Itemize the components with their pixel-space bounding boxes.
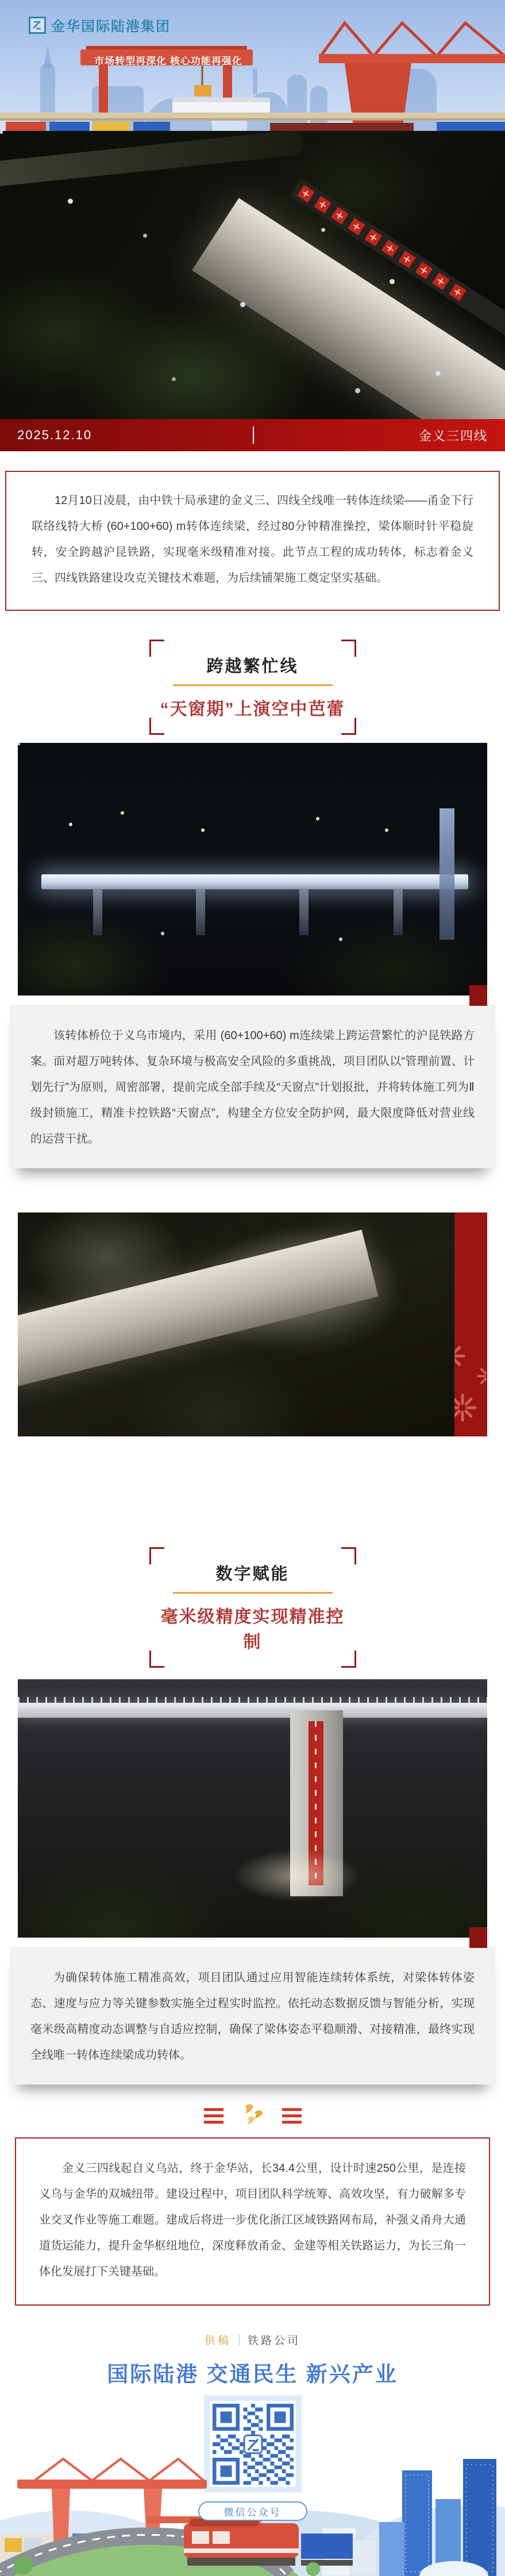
intro-section: [0, 451, 505, 640]
section2-body-block: [10, 1947, 495, 2085]
title-underline: [173, 684, 333, 686]
caption-line-name: 金义三四线: [418, 428, 488, 443]
bracket-icon: [341, 1651, 356, 1668]
landport-logo-icon: [29, 17, 46, 34]
bridge-pier: [299, 889, 309, 935]
night-viaduct-photo: [18, 743, 487, 995]
pier-banner-photo: [18, 1679, 487, 1938]
firework-decor-icon: [454, 1333, 487, 1431]
header-banner: [0, 0, 505, 131]
outro-paragraph: 金义三四线起自义乌站，终于金华站，长34.4公里，设计时速250公里，是连接义乌与金华的双城纽带。建设过程中，项目团队科学统筹、高效攻坚，有力破解多专业交叉作业等施工难题。建成后将进一步优化浙江区域铁路网布局，补强义甬舟大通道货运能力，提升金华枢纽地位，深度释放甬金、金建等相关铁路运力，为长三角一体化发展打下关键基础。: [39, 2162, 466, 2278]
section2-title-card: [149, 1547, 356, 1668]
gold-birds-icon: [234, 2103, 272, 2128]
construction-photo-row: [18, 1213, 487, 1436]
red-decor-band: [454, 1213, 487, 1436]
hero-photo: [0, 131, 505, 419]
bridge-pier: [196, 889, 205, 935]
brand-logo: [29, 15, 171, 35]
credit-row: [0, 2332, 505, 2348]
bracket-icon: [149, 640, 164, 657]
section1-photo-wrap: [0, 743, 505, 995]
photo-caption-bar: [0, 419, 505, 451]
worksite-lights: [0, 131, 3, 134]
city-lights: [18, 743, 20, 745]
red-accent-square: [469, 1927, 487, 1948]
footer-slogan: 国际陆港 交通民生 新兴产业: [107, 2362, 398, 2386]
floodlight-glow: [234, 1850, 360, 1901]
section1-paragraph: 该转体桥位于义乌市境内，采用 (60+100+60) m连续梁上跨运营繁忙的沪昆铁路方案。面对超万吨转体、复杂环境与极高安全风险的多重挑战，项目团队以“管理前置、计划先行”为原则，周密部署，提前完成全部手续及“天窗点”计划报批，并将转体施工列为Ⅱ级封锁施工，精准卡控铁路“天窗点”，构建全方位安全防护网，最大限度降低对营业线的运营干扰。: [30, 1029, 475, 1145]
bridge-pier: [93, 889, 102, 935]
section2-subtitle: 毫米级精度实现精准控制: [160, 1607, 345, 1652]
intro-paragraph: 12月10日凌晨，由中铁十局承建的金义三、四线全线唯一转体连续梁——甬金下行联络线特大桥 (60+100+60) m转体连续梁，经过80分钟精准操控，梁体顺时针平稳旋转，安全跨越沪昆铁路，实现毫米级精准对接。此节点工程的成功转体，标志着金义三、四线铁路建设攻克关键技术难题，为后续铺架施工奠定坚实基础。: [32, 494, 473, 584]
section2-paragraph: 为确保转体施工精准高效，项目团队通过应用智能连续转体系统，对梁体转体姿态、速度与应力等关键参数实施全过程实时监控。依托动态数据反馈与智能分析，实现毫米级高精度动态调整与自适应控制，确保了梁体姿态平稳顺滑、对接精准，最终实现全线唯一转体连续梁成功转体。: [30, 1971, 475, 2062]
lit-viaduct: [41, 874, 468, 889]
credit-divider: [239, 2334, 240, 2346]
bracket-icon: [149, 1651, 164, 1668]
intro-box: [5, 471, 500, 611]
section1-title: 跨越繁忙线: [206, 657, 299, 676]
credit-value: 铁路公司: [248, 2335, 301, 2347]
bridge-deck: [18, 1703, 487, 1718]
beam-closeup-photo: [18, 1213, 454, 1436]
section1-body-block: [10, 1005, 495, 1168]
outro-box: [15, 2137, 490, 2306]
section2-title: 数字赋能: [215, 1565, 290, 1583]
caption-divider: [253, 427, 254, 444]
red-accent-square: [469, 985, 487, 1006]
section2-photo-wrap: [0, 1679, 505, 1938]
wechat-account-pill: 微信公众号: [198, 2501, 307, 2521]
bracket-icon: [341, 1547, 356, 1564]
caption-date: 2025.12.10: [17, 428, 92, 442]
lit-road: [0, 131, 305, 188]
bridge-pier: [394, 889, 403, 935]
section1-title-card: [149, 640, 356, 735]
triple-bar-icon: [282, 2108, 302, 2124]
bridge-railing: [18, 1697, 487, 1703]
credit-label: 供稿: [204, 2335, 231, 2347]
bracket-icon: [149, 1547, 164, 1564]
bracket-icon: [341, 718, 356, 735]
ornament-divider: [0, 2102, 505, 2129]
brand-name: 金华国际陆港集团: [51, 19, 171, 34]
triple-bar-icon: [204, 2108, 223, 2124]
concrete-beam: [18, 1230, 379, 1389]
section1-subtitle: “天窗期”上演空中芭蕾: [160, 700, 345, 719]
lit-tower: [440, 808, 454, 940]
bracket-icon: [149, 718, 164, 735]
bracket-icon: [341, 640, 356, 657]
banner-slogan: 市场转型再深化 核心功能再强化: [94, 56, 242, 67]
title-underline: [173, 1592, 333, 1594]
